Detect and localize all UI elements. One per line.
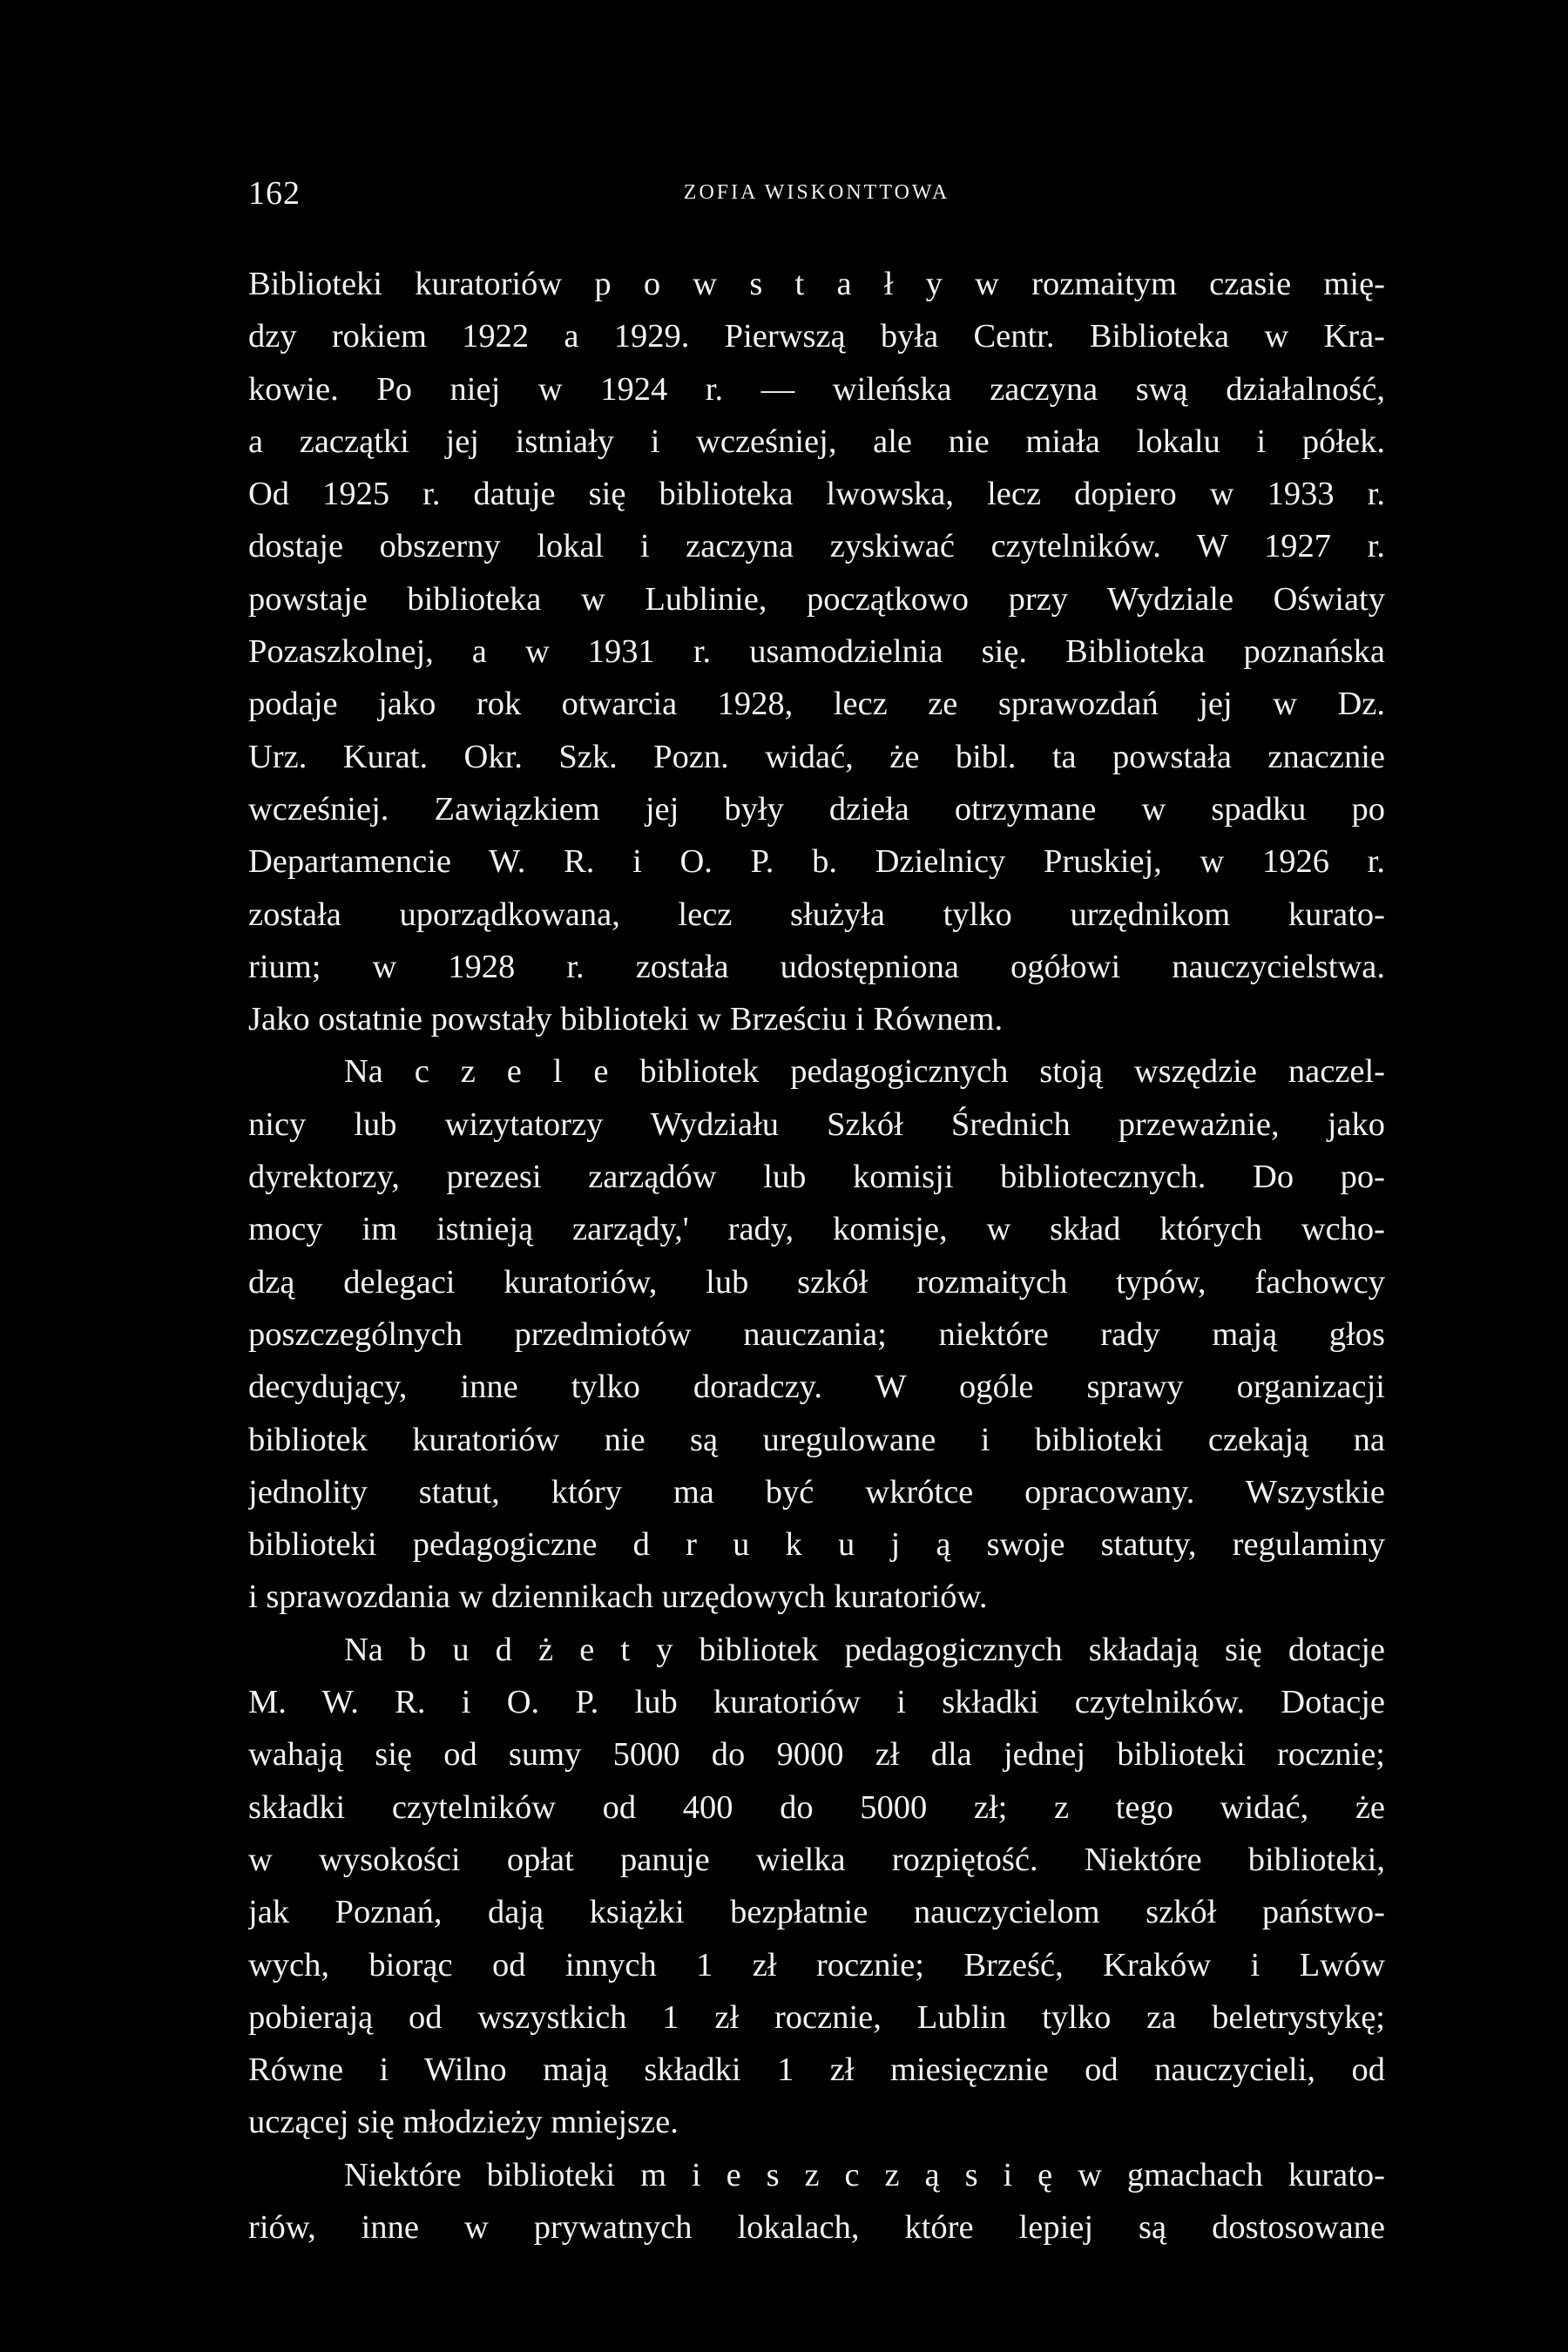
text-line: wych, biorąc od innych 1 zł rocznie; Brześć, Kraków i Lwów <box>248 1946 1385 1984</box>
page-header <box>248 174 1385 218</box>
text-line: Urz. Kurat. Okr. Szk. Pozn. widać, że bibl. ta powstała znacznie <box>248 738 1385 775</box>
text-line: wahają się od sumy 5000 do 9000 zł dla jednej biblioteki rocznie; <box>248 1736 1385 1774</box>
text-line: decydujący, inne tylko doradczy. W ogóle sprawy organizacji <box>248 1369 1385 1406</box>
text-line: jednolity statut, który ma być wkrótce opracowany. Wszystkie <box>248 1473 1385 1511</box>
text-line: rium; w 1928 r. została udostępniona ogółowi nauczycielstwa. <box>248 948 1385 985</box>
text-line: M. W. R. i O. P. lub kuratoriów i składki czytelników. Dotacje <box>248 1684 1385 1721</box>
text-line: Równe i Wilno mają składki 1 zł miesięcznie od nauczycieli, od <box>248 2051 1385 2089</box>
text-line: składki czytelników od 400 do 5000 zł; z tego widać, że <box>248 1788 1385 1826</box>
text-line: Jako ostatnie powstały biblioteki w Brześciu i Równem. <box>248 1001 1004 1038</box>
text-line: wcześniej. Zawiązkiem jej były dzieła otrzymane w spadku po <box>248 790 1385 828</box>
text-line: Departamencie W. R. i O. P. b. Dzielnicy Pruskiej, w 1926 r. <box>248 843 1385 881</box>
text-line: biblioteki pedagogiczne d r u k u j ą swoje statuty, regulaminy <box>248 1526 1385 1564</box>
text-line: dzą delegaci kuratoriów, lub szkół rozmaitych typów, fachowcy <box>248 1263 1385 1301</box>
text-line: pobierają od wszystkich 1 zł rocznie, Lublin tylko za beletrystykę; <box>248 1998 1385 2036</box>
text-line: uczącej się młodzieży mniejsze. <box>248 2104 679 2141</box>
text-line: dzy rokiem 1922 a 1929. Pierwszą była Centr. Biblioteka w Kra- <box>248 318 1385 355</box>
text-line: nicy lub wizytatorzy Wydziału Szkół Średnich przeważnie, jako <box>248 1105 1385 1143</box>
text-line: powstaje biblioteka w Lublinie, początkowo przy Wydziale Oświaty <box>248 580 1385 618</box>
text-line: Pozaszkolnej, a w 1931 r. usamodzielnia się. Biblioteka poznańska <box>248 633 1385 671</box>
text-line: Niektóre biblioteki m i e s z c z ą s i ę w gmachach kurato- <box>344 2156 1385 2193</box>
text-line: Biblioteki kuratoriów p o w s t a ł y w rozmaitym czasie mię- <box>248 266 1385 302</box>
page-number: 162 <box>248 175 301 212</box>
text-line: Na b u d ż e t y bibliotek pedagogicznych składają się dotacje <box>344 1631 1385 1668</box>
text-line: mocy im istnieją zarządy,' rady, komisje, w skład których wcho- <box>248 1211 1385 1248</box>
text-line: jak Poznań, dają książki bezpłatnie nauczycielom szkół państwo- <box>248 1894 1385 1931</box>
text-line: bibliotek kuratoriów nie są uregulowane i biblioteki czekają na <box>248 1421 1385 1458</box>
text-line: Od 1925 r. datuje się biblioteka lwowska, lecz dopiero w 1933 r. <box>248 476 1385 513</box>
text-line: w wysokości opłat panuje wielka rozpiętość. Niektóre biblioteki, <box>248 1841 1385 1878</box>
text-line: riów, inne w prywatnych lokalach, które lepiej są dostosowane <box>248 2208 1385 2246</box>
text-line: została uporządkowana, lecz służyła tylko urzędnikom kurato- <box>248 896 1385 933</box>
body-text <box>248 258 1385 2254</box>
text-line: dostaje obszerny lokal i zaczyna zyskiwać czytelników. W 1927 r. <box>248 528 1385 565</box>
text-line: Na c z e l e bibliotek pedagogicznych stoją wszędzie naczel- <box>344 1053 1385 1091</box>
text-line: kowie. Po niej w 1924 r. — wileńska zaczyna swą działalność, <box>248 370 1385 408</box>
text-line: dyrektorzy, prezesi zarządów lub komisji bibliotecznych. Do po- <box>248 1159 1385 1196</box>
running-head: ZOFIA WISKONTTOWA <box>683 181 950 204</box>
text-line: a zaczątki jej istniały i wcześniej, ale nie miała lokalu i półek. <box>248 422 1385 460</box>
text-line: poszczególnych przedmiotów nauczania; niektóre rady mają głos <box>248 1315 1385 1353</box>
text-line: i sprawozdania w dziennikach urzędowych kuratoriów. <box>248 1578 988 1616</box>
text-line: podaje jako rok otwarcia 1928, lecz ze sprawozdań jej w Dz. <box>248 686 1385 723</box>
